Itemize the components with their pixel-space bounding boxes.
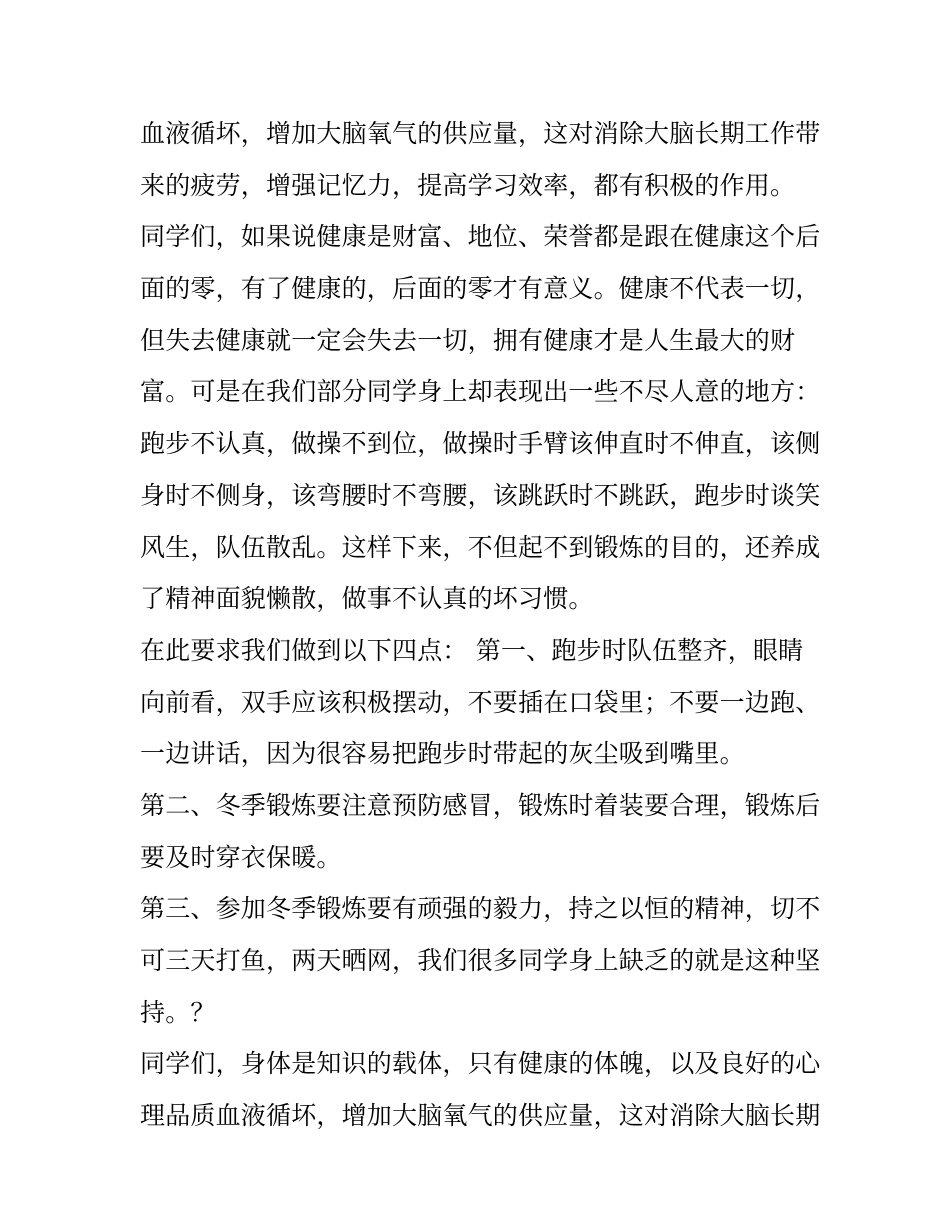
text-line-4: 面的零，有了健康的，后面的零才有意义。健康不代表一切， — [140, 274, 820, 304]
document-body — [140, 108, 820, 1142]
text-line-12: 向前看，双手应该积极摆动，不要插在口袋里；不要一边跑、 — [140, 687, 820, 717]
text-line-11: 在此要求我们做到以下四点： 第一、跑步时队伍整齐，眼睛 — [140, 635, 804, 665]
text-line-20: 理品质血液循坏，增加大脑氧气的供应量，这对消除大脑长期 — [140, 1101, 820, 1131]
text-line-5: 但失去健康就一定会失去一切，拥有健康才是人生最大的财 — [140, 325, 796, 355]
text-line-14: 第二、冬季锻炼要注意预防感冒，锻炼时着装要合理，锻炼后 — [140, 790, 820, 820]
text-line-16: 第三、参加冬季锻炼要有顽强的毅力，持之以恒的精神，切不 — [140, 894, 820, 924]
text-line-17: 可三天打鱼，两天晒网，我们很多同学身上缺乏的就是这种坚 — [140, 946, 820, 975]
text-line-15: 要及时穿衣保暖。 — [140, 842, 342, 872]
text-line-8: 身时不侧身，该弯腰时不弯腰，该跳跃时不跳跃，跑步时谈笑 — [140, 480, 820, 510]
text-line-18: 持。？ — [140, 997, 216, 1027]
text-line-13: 一边讲话，因为很容易把跑步时带起的灰尘吸到嘴里。 — [140, 739, 745, 769]
text-line-3: 同学们，如果说健康是财富、地位、荣誉都是跟在健康这个后 — [140, 222, 820, 252]
text-line-9: 风生，队伍散乱。这样下来，不但起不到锻炼的目的，还养成 — [140, 532, 820, 562]
text-line-10: 了精神面貌懒散，做事不认真的坏习惯。 — [140, 584, 594, 614]
text-line-2: 来的疲劳，增强记忆力，提高学习效率，都有积极的作用。 — [140, 170, 796, 200]
text-line-7: 跑步不认真，做操不到位，做操时手臂该伸直时不伸直，该侧 — [140, 429, 820, 459]
text-line-1: 血液循坏，增加大脑氧气的供应量，这对消除大脑长期工作带 — [140, 119, 820, 148]
text-line-19: 同学们，身体是知识的载体，只有健康的体魄，以及良好的心 — [140, 1049, 820, 1079]
text-line-6: 富。可是在我们部分同学身上却表现出一些不尽人意的地方： — [140, 377, 820, 407]
